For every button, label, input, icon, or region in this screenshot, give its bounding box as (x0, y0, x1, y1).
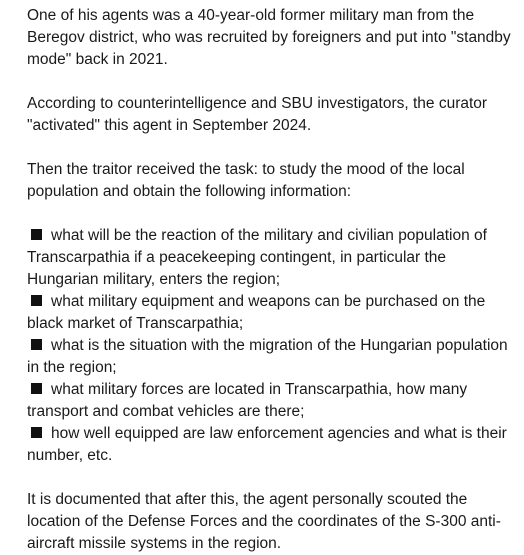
paragraph-closing: It is documented that after this, the agent personally scouted the location of the Defense Forces and the coordinates of the S-300 anti-aircraft missile systems in the region. (27, 491, 501, 552)
black-square-bullet-icon (31, 295, 42, 306)
task-list (27, 225, 514, 467)
paragraph-agent-recruitment: One of his agents was a 40-year-old former military man from the Beregov district, who was recruited by foreigners and put into "standby mode" back in 2021. (27, 7, 511, 68)
paragraph-task-intro: Then the traitor received the task: to study the mood of the local population and obtain the following information: (27, 161, 465, 200)
list-item (27, 423, 514, 467)
list-item-text: what military equipment and weapons can be purchased on the black market of Transcarpathia; (27, 293, 486, 332)
list-item-text: what military forces are located in Transcarpathia, how many transport and combat vehicles are there; (27, 381, 468, 420)
list-item (27, 335, 514, 379)
black-square-bullet-icon (31, 383, 42, 394)
list-item (27, 291, 514, 335)
paragraph-agent-activation: According to counterintelligence and SBU investigators, the curator "activated" this agent in September 2024. (27, 95, 488, 134)
black-square-bullet-icon (31, 229, 42, 240)
list-item (27, 379, 514, 423)
black-square-bullet-icon (31, 339, 42, 350)
black-square-bullet-icon (31, 427, 42, 438)
list-item-text: what is the situation with the migration of the Hungarian population in the region; (27, 337, 508, 376)
list-item-text: how well equipped are law enforcement agencies and what is their number, etc. (27, 425, 507, 464)
list-item (27, 225, 514, 291)
list-item-text: what will be the reaction of the military and civilian population of Transcarpathia if a peacekeeping contingent, in particular the Hungarian military, enters the region; (27, 227, 487, 288)
